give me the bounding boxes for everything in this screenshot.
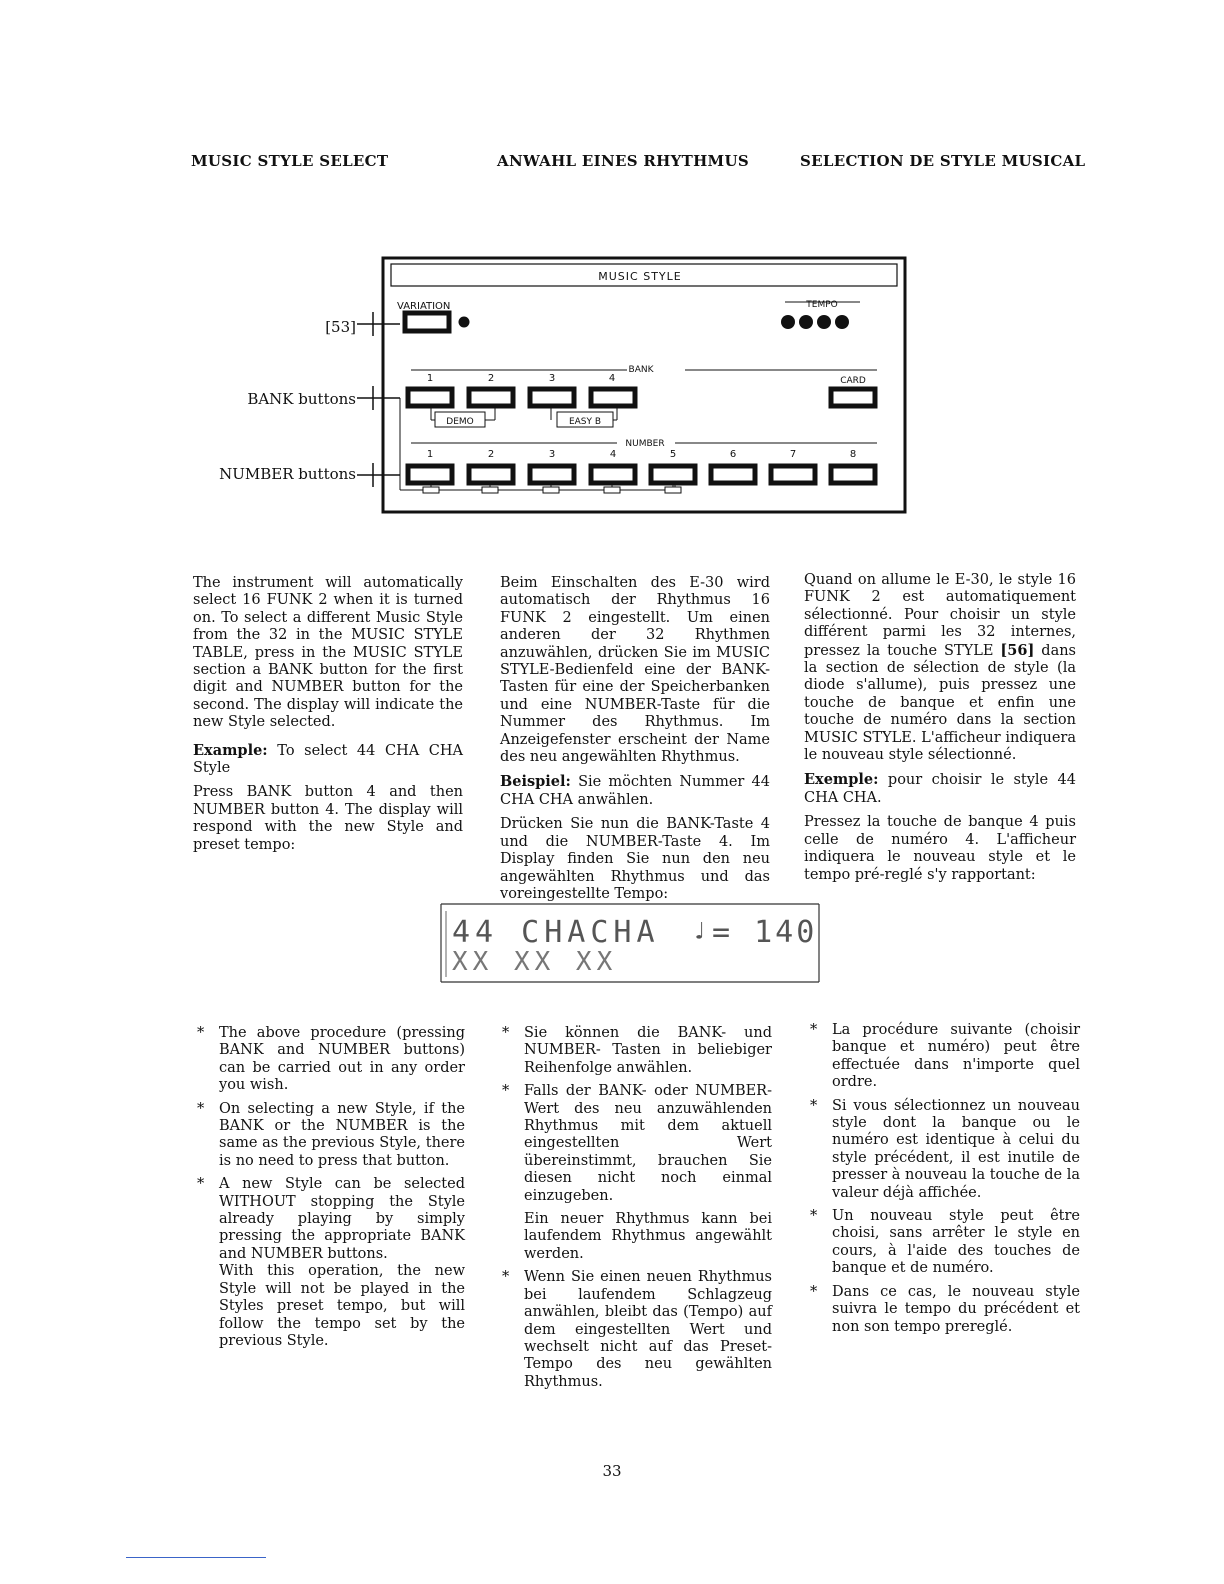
fr-note: * Si vous sélectionnez un nouveau style dont la banque ou le numéro est identique à celui du style précédent, il est inutile de presser à nouveau la touche de la valeur déjà affichée.	[810, 1097, 1081, 1201]
number-button-3[interactable]	[530, 466, 574, 483]
en-intro: The instrument will automatically select 16 FUNK 2 when it is turned on. To select a different Music Style from the 32 in the MUSIC STYLE TABLE, press in the MUSIC STYLE section a BANK button for the first digit and NUMBER button for the second. The display will indicate the new Style selected.	[193, 575, 463, 731]
en-example-text: To select 44 CHA CHA Style	[193, 742, 463, 777]
number-digit: 1	[426, 449, 434, 460]
fr-note-text: Un nouveau style peut être choisi, sans arrêter le style en cours, à l'aide des touches de banque et de numéro.	[832, 1208, 1080, 1277]
fr-intro	[804, 572, 1076, 764]
number-button-6[interactable]	[711, 466, 755, 483]
variation-label: VARIATION	[397, 301, 451, 312]
number-button-7[interactable]	[771, 466, 815, 483]
number-digit: 8	[849, 449, 857, 460]
de-example-label: Beispiel:	[500, 773, 571, 791]
number-digit: 6	[729, 449, 737, 460]
fr-example-text: pour choisir le style 44 CHA CHA.	[804, 772, 1076, 806]
en-note-text: On selecting a new Style, if the BANK or the NUMBER is the same as the previous Style, there is no need to press that button.	[219, 1100, 465, 1169]
lcd-style-name: 44 CHACHA	[452, 915, 660, 950]
number-label: NUMBER	[625, 439, 665, 449]
bank-button-1[interactable]	[408, 389, 452, 406]
de-note-text: Sie können die BANK- und NUMBER- Tasten in beliebiger Reihenfolge anwählen.	[524, 1025, 772, 1076]
fr-intro-b: dans la section de sélection de style (la diode s'allume), puis pressez une touche de banque et enfin une touche de numéro dans la section MUSIC STYLE. L'afficheur indiquera le nouveau style sélectionné.	[804, 642, 1076, 764]
de-note-continued: Ein neuer Rhythmus kann bei laufendem Rhythmus angewählt werden.	[524, 1211, 772, 1262]
page-number: 33	[602, 1462, 622, 1480]
variation-button[interactable]	[405, 313, 449, 331]
bank-number: 1	[426, 373, 434, 384]
column-french	[804, 572, 1076, 891]
number-digit: 3	[548, 449, 556, 460]
bank-number: 3	[548, 373, 556, 384]
de-note-text: Wenn Sie einen neuen Rhythmus bei laufendem Schlagzeug anwählen, bleibt das (Tempo) auf dem eingestellten Wert und wechselt nicht auf das Preset-Tempo des neu gewählten Rhythmus.	[524, 1269, 772, 1390]
lcd-display	[440, 903, 820, 983]
tempo-led	[799, 315, 813, 329]
en-instructions: Press BANK button 4 and then NUMBER button 4. The display will respond with the new Style and preset tempo:	[193, 784, 463, 853]
fr-instructions: Pressez la touche de banque 4 puis celle de numéro 4. L'afficheur indiquera le nouveau style et le tempo pré-reglé s'y rapportant:	[804, 814, 1076, 883]
de-note: * Sie können die BANK- und NUMBER- Tasten in beliebiger Reihenfolge anwählen.	[502, 1025, 772, 1076]
bank-number: 4	[608, 373, 616, 384]
number-digit: 2	[487, 449, 495, 460]
de-intro: Beim Einschalten des E-30 wird automatisch der Rhythmus 16 FUNK 2 eingestellt. Um einen anderen der 32 Rhythmen anzuwählen, drücken Sie im MUSIC STYLE-Bedienfeld eine der BANK-Tasten für eine der Speicherbanken und eine NUMBER-Taste für die Nummer des Rhythmus. Im Anzeigefenster erscheint der Name des neu angewählten Rhythmus.	[500, 575, 770, 766]
number-button-2[interactable]	[469, 466, 513, 483]
de-note-text: Falls der BANK- oder NUMBER-Wert des neu anzuwählenden Rhythmus mit dem aktuell eingestellten Wert übereinstimmt, brauchen Sie diesen nicht noch einmal einzugeben.	[524, 1083, 772, 1204]
fr-example	[804, 771, 1076, 807]
number-digit: 5	[669, 449, 677, 460]
lcd-tempo: = 140	[712, 915, 818, 950]
card-label: CARD	[840, 376, 866, 386]
en-note-text: A new Style can be selected WITHOUT stopping the Style already playing by simply pressing the appropriate BANK and NUMBER buttons.	[219, 1176, 465, 1262]
callout-53: [53]	[325, 318, 356, 336]
fr-intro-a: Quand on allume le E-30, le style 16 FUNK 2 est automatiquement sélectionné. Pour choisir un style différent parmi les 32 internes, pressez la touche STYLE	[804, 572, 1076, 659]
number-button-1[interactable]	[408, 466, 452, 483]
bank-button-4[interactable]	[591, 389, 635, 406]
footer-line	[126, 1557, 266, 1558]
bank-button-3[interactable]	[530, 389, 574, 406]
fr-example-label: Exemple:	[804, 771, 879, 789]
card-button[interactable]	[831, 389, 875, 406]
bank-number: 2	[487, 373, 495, 384]
column-german	[500, 575, 770, 910]
de-instructions: Drücken Sie nun die BANK-Taste 4 und die NUMBER-Taste 4. Im Display finden Sie nun den neu angewählten Rhythmus und das voreingestellte Tempo:	[500, 816, 770, 902]
de-example-text: Sie möchten Nummer 44 CHA CHA anwählen.	[500, 774, 770, 808]
variation-led	[459, 317, 470, 328]
fr-note-text: La procédure suivante (choisir banque et numéro) peut être effectuée dans n'importe quel ordre.	[832, 1022, 1080, 1091]
fr-notes	[808, 1022, 1080, 1342]
easy-label: EASY B	[568, 417, 602, 427]
fr-note: * Un nouveau style peut être choisi, sans arrêter le style en cours, à l'aide des touches de banque et de numéro.	[810, 1208, 1080, 1277]
en-note: * A new Style can be selected WITHOUT stopping the Style already playing by simply pressing the appropriate BANK and NUMBER buttons.	[197, 1176, 465, 1262]
en-notes	[195, 1025, 465, 1356]
number-button-5[interactable]	[651, 466, 695, 483]
de-notes	[500, 1025, 772, 1397]
de-example	[500, 773, 770, 809]
de-note: * Falls der BANK- oder NUMBER-Wert des neu anzuwählenden Rhythmus mit dem aktuell eingestellten Wert übereinstimmt, brauchen Sie diesen nicht noch einmal einzugeben.	[502, 1083, 772, 1204]
number-button-8[interactable]	[831, 466, 875, 483]
fr-note: * La procédure suivante (choisir banque et numéro) peut être effectuée dans n'importe quel ordre.	[810, 1022, 1080, 1091]
panel-title: MUSIC STYLE	[598, 270, 682, 283]
bank-label: BANK	[628, 365, 654, 375]
de-note: * Wenn Sie einen neuen Rhythmus bei laufendem Schlagzeug anwählen, bleibt das (Tempo) auf dem eingestellten Wert und wechselt nicht auf das Preset-Tempo des neu gewählten Rhythmus.	[502, 1269, 772, 1390]
header-fr: SELECTION DE STYLE MUSICAL	[800, 152, 1086, 170]
en-example-label: Example:	[193, 741, 268, 759]
en-example	[193, 742, 463, 778]
tempo-led	[817, 315, 831, 329]
bank-button-2[interactable]	[469, 389, 513, 406]
tempo-label: TEMPO	[806, 300, 838, 310]
en-note-text: The above procedure (pressing BANK and NUMBER buttons) can be carried out in any order you wish.	[219, 1025, 465, 1094]
callout-number-buttons: NUMBER buttons	[219, 465, 356, 483]
fr-note-text: Si vous sélectionnez un nouveau style dont la banque ou le numéro est identique à celui du style précédent, il est inutile de presser à nouveau la touche de la valeur déjà affichée.	[832, 1097, 1081, 1201]
fr-note-text: Dans ce cas, le nouveau style suivra le tempo du précédent et non son tempo prereglé.	[832, 1283, 1080, 1335]
header-de: ANWAHL EINES RHYTHMUS	[497, 152, 749, 170]
callout-bank-buttons: BANK buttons	[247, 390, 356, 408]
fr-note: * Dans ce cas, le nouveau style suivra le tempo du précédent et non son tempo prereglé.	[810, 1283, 1080, 1335]
number-digit: 4	[609, 449, 617, 460]
en-note-continued: With this operation, the new Style will not be played in the Styles preset tempo, but will follow the tempo set by the previous Style.	[219, 1263, 465, 1349]
lcd-second-line: XX XX XX	[452, 947, 618, 977]
en-note: * On selecting a new Style, if the BANK or the NUMBER is the same as the previous Style, there is no need to press that button.	[197, 1100, 465, 1169]
en-note: * The above procedure (pressing BANK and NUMBER buttons) can be carried out in any order you wish.	[197, 1025, 465, 1094]
fr-intro-ref: [56]	[1000, 641, 1035, 659]
music-style-panel-diagram	[355, 250, 915, 520]
header-en: MUSIC STYLE SELECT	[191, 152, 389, 170]
tempo-led	[781, 315, 795, 329]
number-button-4[interactable]	[591, 466, 635, 483]
lcd-note-icon: ♩	[692, 917, 707, 945]
demo-label: DEMO	[446, 417, 474, 427]
number-digit: 7	[789, 449, 797, 460]
tempo-led	[835, 315, 849, 329]
column-english	[193, 575, 463, 861]
